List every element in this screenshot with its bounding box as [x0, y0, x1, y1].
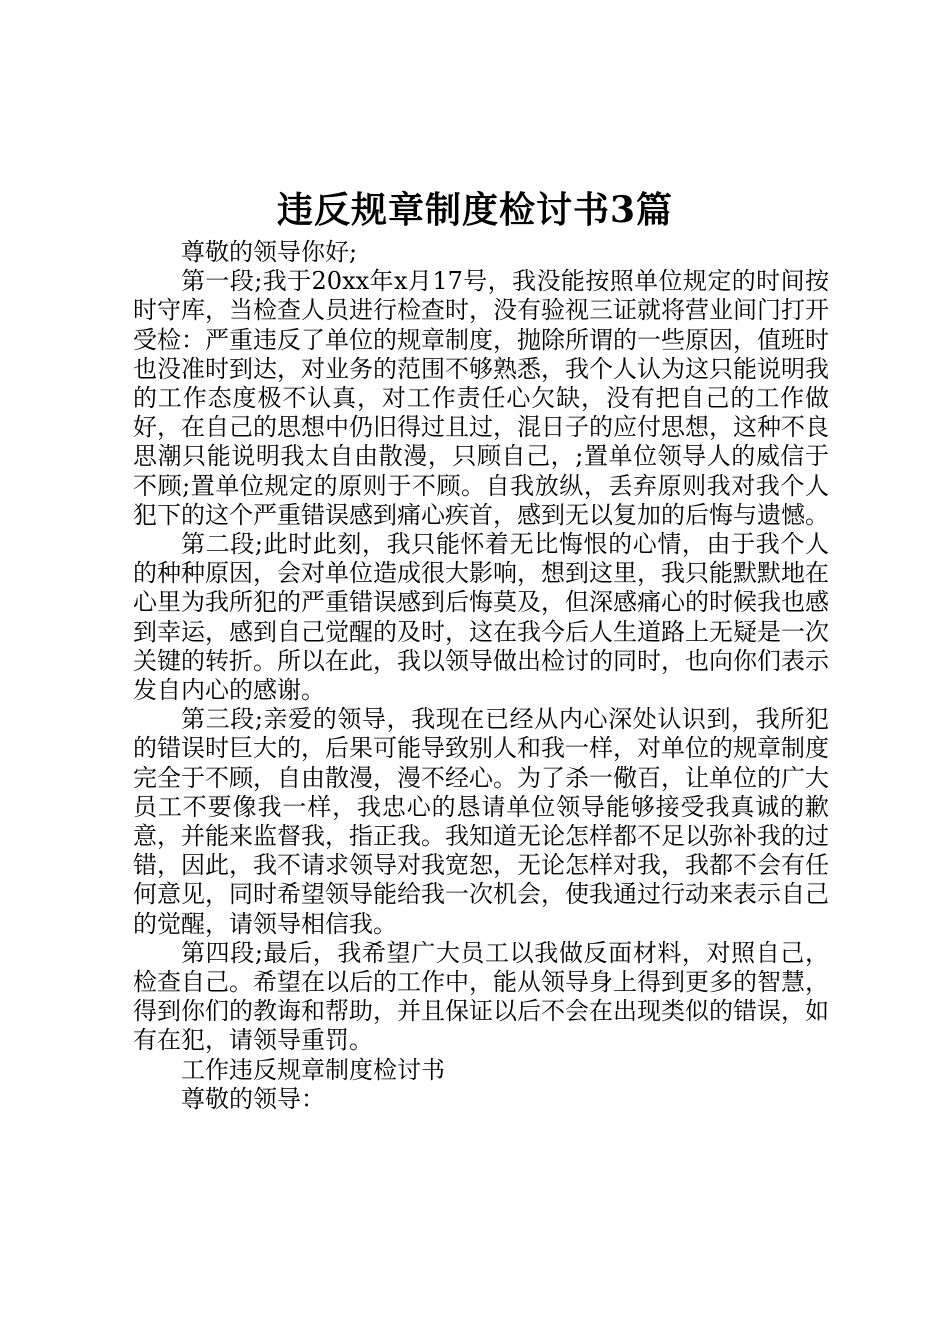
paragraph-3: 第三段;亲爱的领导，我现在已经从内心深处认识到，我所犯的错误时巨大的，后果可能导致别人和我一样，对单位的规章制度完全于不顾，自由散漫，漫不经心。为了杀一儆百，让单位的广大员工不要像我一样，我忠心的恳请单位领导能够接受我真诚的歉意，并能来监督我，指正我。我知道无论怎样都不足以弥补我的过错，因此，我不请求领导对我宽恕，无论怎样对我，我都不会有任何意见，同时希望领导能给我一次机会，使我通过行动来表示自己的觉醒，请领导相信我。	[133, 705, 829, 938]
salutation-2: 尊敬的领导：	[181, 1084, 325, 1113]
paragraph-2: 第二段;此时此刻，我只能怀着无比悔恨的心情，由于我个人的种种原因，会对单位造成很大影响，想到这里，我只能默默地在心里为我所犯的严重错误感到后悔莫及，但深感痛心的时候我也感到幸运，感到自己觉醒的及时，这在我今后人生道路上无疑是一次关键的转折。所以在此，我以领导做出检讨的同时，也向你们表示发自内心的感谢。	[133, 530, 829, 705]
paragraph-4: 第四段;最后，我希望广大员工以我做反面材料，对照自己，检查自己。希望在以后的工作中，能从领导身上得到更多的智慧，得到你们的教诲和帮助，并且保证以后不会在出现类似的错误，如有在犯，请领导重罚。	[133, 938, 829, 1055]
document-body	[133, 238, 829, 1114]
section-heading: 工作违反规章制度检讨书	[181, 1055, 445, 1084]
paragraph-1: 第一段;我于20xx年x月17号，我没能按照单位规定的时间按时守库，当检查人员进行检查时，没有验视三证就将营业间门打开受检：严重违反了单位的规章制度，抛除所谓的一些原因，值班时也没准时到达，对业务的范围不够熟悉，我个人认为这只能说明我的工作态度极不认真，对工作责任心欠缺，没有把自己的工作做好，在自己的思想中仍旧得过且过，混日子的应付思想，这种不良思潮只能说明我太自由散漫，只顾自己，;置单位领导人的威信于不顾;置单位规定的原则于不顾。自我放纵，丢弃原则我对我个人犯下的这个严重错误感到痛心疾首，感到无以复加的后悔与遗憾。	[133, 267, 829, 529]
salutation: 尊敬的领导你好;	[181, 238, 358, 266]
document-title: 违反规章制度检讨书3篇	[276, 189, 674, 231]
